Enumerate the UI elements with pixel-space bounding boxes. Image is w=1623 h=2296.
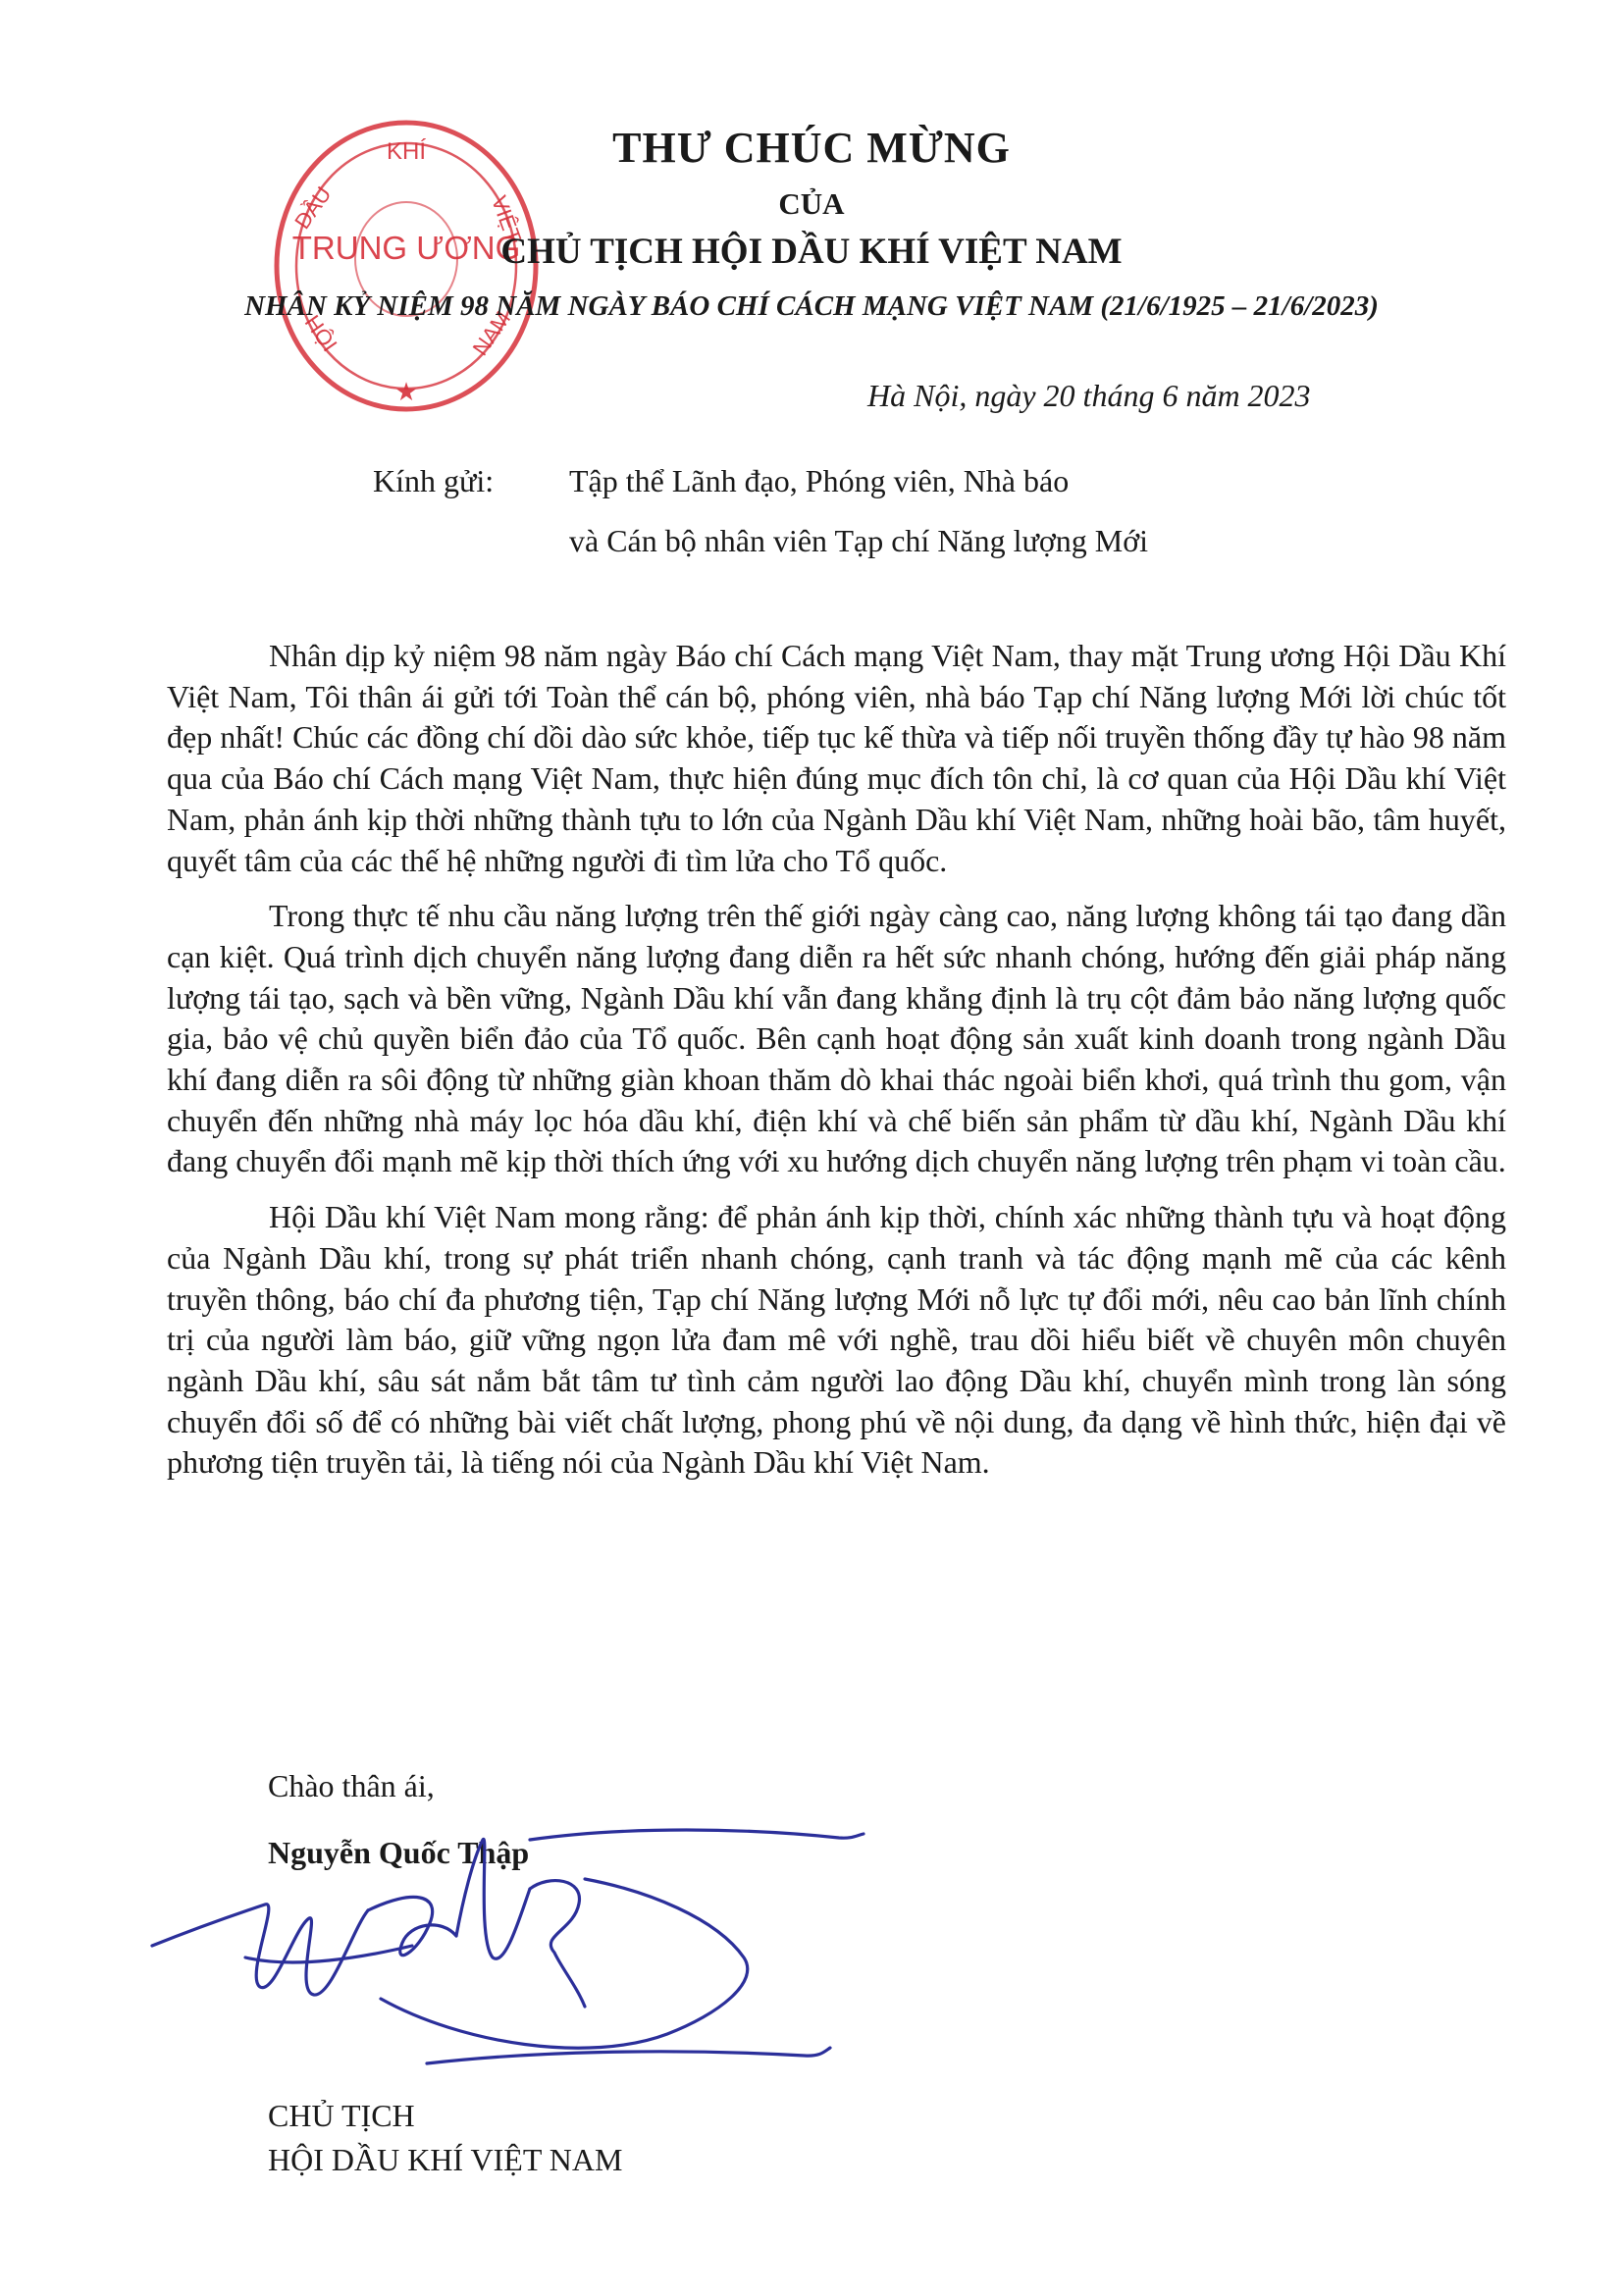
- stamp-center-text: TRUNG ƯƠNG: [291, 230, 521, 266]
- signer-position-line-2: HỘI DẦU KHÍ VIỆT NAM: [268, 2142, 623, 2177]
- recipient-line-2: và Cán bộ nhân viên Tạp chí Năng lượng Mới: [569, 523, 1149, 558]
- body-paragraph-2: Trong thực tế nhu cầu năng lượng trên thế giới ngày càng cao, năng lượng không tái tạo đang dần cạn kiệt. Quá trình dịch chuyển năng lượng đang diễn ra hết sức nhanh chóng, hướng đến giải pháp năng lượng tái tạo, sạch và bền vững, Ngành Dầu khí vẫn đang khẳng định là trụ cột đảm bảo năng lượng quốc gia, bảo vệ chủ quyền biển đảo của Tổ quốc. Bên cạnh hoạt động sản xuất kinh doanh trong ngành Dầu khí đang diễn ra sôi động từ những giàn khoan thăm dò khai thác ngoài biển khơi, quá trình thu gom, vận chuyển đến những nhà máy lọc hóa dầu khí, điện khí và chế biến sản phẩm từ dầu khí, Ngành Dầu khí đang chuyển đổi mạnh mẽ kịp thời thích ứng với xu hướng dịch chuyển năng lượng trên phạm vi toàn cầu.: [167, 898, 1506, 1179]
- body-paragraph-3: Hội Dầu khí Việt Nam mong rằng: để phản ánh kịp thời, chính xác những thành tựu và hoạt động của Ngành Dầu khí, trong sự phát triển nhanh chóng, cạnh tranh và tác động mạnh mẽ của các kênh truyền thông, báo chí đa phương tiện, Tạp chí Năng lượng Mới nỗ lực tự đổi mới, nêu cao bản lĩnh chính trị của người làm báo, giữ vững ngọn lửa đam mê với nghề, trau dồi hiểu biết về chuyên môn chuyên ngành Dầu khí, sâu sát nắm bắt tâm tư tình cảm người lao động Dầu khí, chuyển mình trong làn sóng chuyển đổi số để có những bài viết chất lượng, phong phú về nội dung, đa dạng về hình thức, hiện đại về phương tiện truyền tải, là tiếng nói của Ngành Dầu khí Việt Nam.: [167, 1199, 1506, 1481]
- stamp-star-icon: ★: [394, 378, 418, 407]
- signer-name: Nguyễn Quốc Thập: [268, 1835, 530, 1870]
- letter-organization: CHỦ TỊCH HỘI DẦU KHÍ VIỆT NAM: [500, 232, 1123, 272]
- letter-date: Hà Nội, ngày 20 tháng 6 năm 2023: [867, 378, 1311, 413]
- body-paragraph-1: Nhân dịp kỷ niệm 98 năm ngày Báo chí Cách mạng Việt Nam, thay mặt Trung ương Hội Dầu Khí Việt Nam, Tôi thân ái gửi tới Toàn thể cán bộ, phóng viên, nhà báo Tạp chí Năng lượng Mới lời chúc tốt đẹp nhất! Chúc các đồng chí dồi dào sức khỏe, tiếp tục kế thừa và tiếp nối truyền thống đầy tự hào 98 năm qua của Báo chí Cách mạng Việt Nam, thực hiện đúng mục đích tôn chỉ, là cơ quan của Hội Dầu khí Việt Nam, phản ánh kịp thời những thành tựu to lớn của Ngành Dầu khí Việt Nam, những hoài bão, tâm huyết, quyết tâm của các thế hệ những người đi tìm lửa cho Tổ quốc.: [167, 638, 1506, 878]
- handwritten-signature: [118, 1820, 962, 2075]
- letter-occasion: NHÂN KỶ NIỆM 98 NĂM NGÀY BÁO CHÍ CÁCH MẠNG VIỆT NAM (21/6/1925 – 21/6/2023): [244, 290, 1379, 322]
- stamp-bottom-left-text: HỘI: [299, 310, 342, 356]
- stamp-top-text: KHÍ: [386, 138, 427, 165]
- closing-greeting: Chào thân ái,: [268, 1768, 435, 1803]
- letter-body: [167, 636, 1506, 1498]
- signer-position-line-1: CHỦ TỊCH: [268, 2098, 415, 2133]
- stamp-left-text: DẦU: [289, 182, 337, 234]
- letter-of: CỦA: [778, 186, 845, 221]
- letter-title: THƯ CHÚC MỪNG: [612, 124, 1011, 172]
- stamp-right-text: VIỆT: [486, 192, 527, 246]
- stamp-bottom-right-text: NAM: [467, 306, 516, 360]
- recipient-line-1: Tập thể Lãnh đạo, Phóng viên, Nhà báo: [569, 463, 1070, 498]
- recipient-label: Kính gửi:: [373, 463, 495, 498]
